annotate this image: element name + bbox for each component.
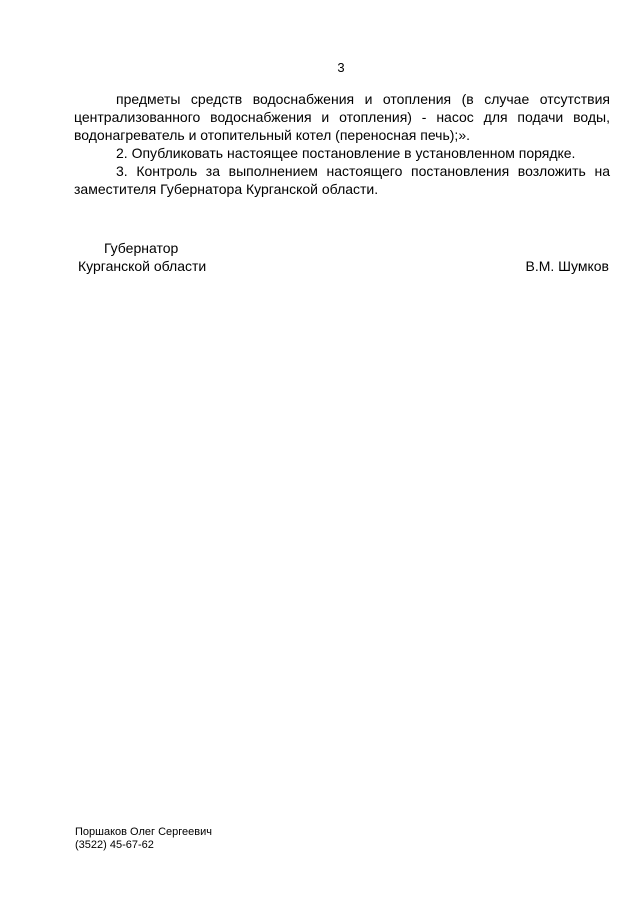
signatory-position-line1: Губернатор bbox=[104, 240, 179, 256]
document-body bbox=[74, 90, 610, 198]
executor-name: Поршаков Олег Сергеевич bbox=[75, 826, 212, 838]
signatory-position-line2: Курганской области bbox=[78, 258, 207, 274]
paragraph-item-2: 2. Опубликовать настоящее постановление в установленном порядке. bbox=[116, 145, 576, 161]
executor-info bbox=[75, 826, 212, 852]
paragraph-item-3: 3. Контроль за выполнением настоящего постановления возложить на заместителя Губернатора Курганской области. bbox=[74, 163, 610, 197]
signatory-name: В.М. Шумков bbox=[525, 258, 609, 274]
executor-phone: (3522) 45-67-62 bbox=[75, 839, 154, 851]
paragraph-continuation: предметы средств водоснабжения и отопления (в случае отсутствия централизованного водоснабжения и отопления) - насос для подачи воды, водонагреватель и отопительный котел (переносная печь);». bbox=[74, 91, 610, 143]
page-number: 3 bbox=[337, 60, 345, 75]
